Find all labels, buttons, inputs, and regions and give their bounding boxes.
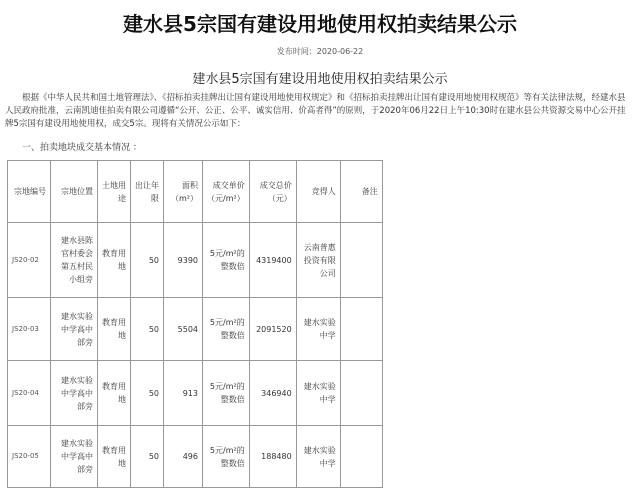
cell-winner: 建水实验中学 bbox=[296, 298, 340, 361]
cell-remark bbox=[340, 298, 382, 361]
header-cell: 竞得人 bbox=[296, 161, 340, 223]
table-header bbox=[8, 161, 383, 223]
cell-parcel-id: JS20-02 bbox=[8, 223, 51, 298]
table-row bbox=[8, 426, 383, 488]
cell-use: 教育用地 bbox=[98, 298, 131, 361]
article-subtitle: 建水县5宗国有建设用地使用权拍卖结果公示 bbox=[192, 72, 448, 87]
intro-paragraph: 根据《中华人民共和国土地管理法》、《招标拍卖挂牌出让国有建设用地使用权规定》和《招标拍卖挂牌出让国有建设用地使用权规范》等有关法律法规，经建水县人民政府批准，云南凯迪佳拍卖有限公司遵循“公开、公正、公平、诚实信用、价高者得”的原则，于2020年06月22日上午10:30时在建水县公共资源交易中心公开挂牌5宗国有建设用地使用权，成交5宗。现将有关情况公示如下： bbox=[5, 93, 626, 129]
cell-total-price: 2091520 bbox=[249, 298, 296, 361]
cell-winner: 云南普惠投资有限公司 bbox=[296, 223, 340, 298]
header-cell: 备注 bbox=[340, 161, 382, 223]
cell-remark bbox=[340, 361, 382, 426]
cell-area: 5504 bbox=[164, 298, 203, 361]
cell-unit-price: 5元/m²的整数倍 bbox=[203, 298, 250, 361]
header-cell: 宗地编号 bbox=[8, 161, 51, 223]
cell-total-price: 188480 bbox=[249, 426, 296, 488]
cell-total-price: 4319400 bbox=[249, 223, 296, 298]
header-cell: 土地用途 bbox=[98, 161, 131, 223]
cell-unit-price: 5元/m²的整数倍 bbox=[203, 426, 250, 488]
cell-area: 496 bbox=[164, 426, 203, 488]
cell-term: 50 bbox=[131, 223, 164, 298]
cell-area: 913 bbox=[164, 361, 203, 426]
header-cell: 面积（m²） bbox=[164, 161, 203, 223]
header-cell: 宗地位置 bbox=[51, 161, 98, 223]
cell-location: 建水实验中学高中部旁 bbox=[51, 426, 98, 488]
table-row bbox=[8, 361, 383, 426]
cell-parcel-id: JS20-05 bbox=[8, 426, 51, 488]
cell-location: 建水实验中学高中部旁 bbox=[51, 298, 98, 361]
cell-total-price: 346940 bbox=[249, 361, 296, 426]
results-table bbox=[7, 160, 383, 488]
cell-use: 教育用地 bbox=[98, 361, 131, 426]
cell-term: 50 bbox=[131, 298, 164, 361]
cell-unit-price: 5元/m²的整数倍 bbox=[203, 223, 250, 298]
cell-remark bbox=[340, 426, 382, 488]
cell-use: 教育用地 bbox=[98, 223, 131, 298]
cell-location: 建水实验中学高中部旁 bbox=[51, 361, 98, 426]
cell-remark bbox=[340, 223, 382, 298]
cell-term: 50 bbox=[131, 361, 164, 426]
cell-term: 50 bbox=[131, 426, 164, 488]
cell-winner: 建水实验中学 bbox=[296, 426, 340, 488]
cell-parcel-id: JS20-04 bbox=[8, 361, 51, 426]
header-cell: 出让年限 bbox=[131, 161, 164, 223]
header-cell: 成交单价（元/m²） bbox=[203, 161, 250, 223]
header-cell: 成交总价（元） bbox=[249, 161, 296, 223]
cell-unit-price: 5元/m²的整数倍 bbox=[203, 361, 250, 426]
page-title: 建水县5宗国有建设用地使用权拍卖结果公示 bbox=[123, 12, 517, 36]
section-heading: 一、拍卖地块成交基本情况 ： bbox=[22, 143, 142, 153]
cell-location: 建水县陈官村委会第五村民小组旁 bbox=[51, 223, 98, 298]
table-row bbox=[8, 223, 383, 298]
cell-parcel-id: JS20-03 bbox=[8, 298, 51, 361]
table-row bbox=[8, 298, 383, 361]
cell-use: 教育用地 bbox=[98, 426, 131, 488]
cell-area: 9390 bbox=[164, 223, 203, 298]
cell-winner: 建水实验中学 bbox=[296, 361, 340, 426]
publish-date: 发布时间：2020-06-22 bbox=[276, 47, 364, 56]
